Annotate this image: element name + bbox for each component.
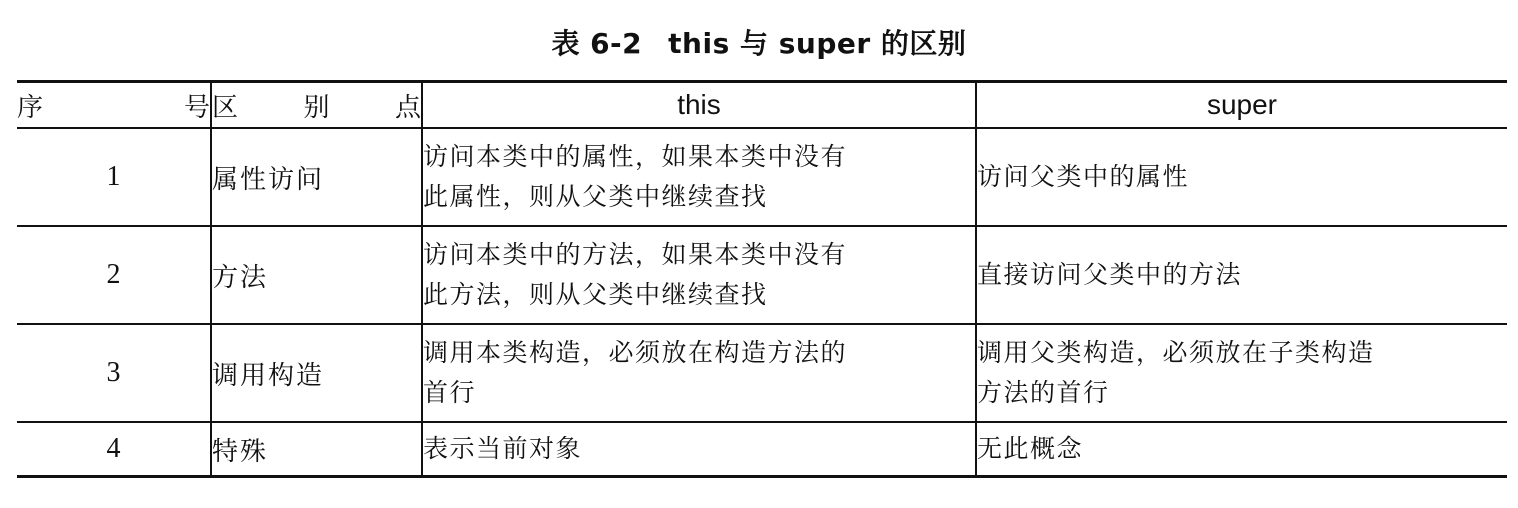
row-super-line: 方法的首行 bbox=[977, 378, 1110, 407]
row-point: 属性访问 bbox=[211, 128, 422, 226]
row-this-line: 访问本类中的属性，如果本类中没有 bbox=[423, 142, 848, 171]
row-this-line: 此方法，则从父类中继续查找 bbox=[423, 280, 768, 309]
table-row bbox=[17, 226, 1507, 324]
table-row bbox=[17, 422, 1507, 477]
row-this-line: 访问本类中的方法，如果本类中没有 bbox=[423, 240, 848, 269]
table-row bbox=[17, 324, 1507, 422]
header-diff-char: 点 bbox=[394, 92, 421, 123]
row-this bbox=[422, 128, 976, 226]
row-this-line: 调用本类构造，必须放在构造方法的 bbox=[423, 338, 848, 367]
header-diff-char: 区 bbox=[212, 92, 239, 123]
caption-number: 6-2 bbox=[590, 27, 643, 60]
table-caption bbox=[0, 26, 1518, 62]
row-this-line: 首行 bbox=[423, 378, 477, 407]
row-this-line: 表示当前对象 bbox=[423, 434, 583, 463]
row-this bbox=[422, 422, 976, 477]
header-seq-char: 号 bbox=[183, 92, 210, 123]
row-super bbox=[976, 128, 1507, 226]
row-super-line: 无此概念 bbox=[977, 434, 1084, 463]
table-row bbox=[17, 128, 1507, 226]
row-this-line: 此属性，则从父类中继续查找 bbox=[423, 182, 768, 211]
header-diff-char: 别 bbox=[303, 92, 330, 123]
row-seq: 2 bbox=[17, 226, 211, 324]
caption-title: this 与 super 的区别 bbox=[668, 27, 967, 60]
row-seq: 1 bbox=[17, 128, 211, 226]
row-super-line: 访问父类中的属性 bbox=[977, 162, 1190, 191]
row-super-line: 调用父类构造，必须放在子类构造 bbox=[977, 338, 1375, 367]
row-this bbox=[422, 226, 976, 324]
header-seq bbox=[17, 82, 211, 129]
caption-prefix: 表 bbox=[551, 27, 581, 60]
row-super bbox=[976, 226, 1507, 324]
header-super: super bbox=[976, 82, 1507, 129]
header-this: this bbox=[422, 82, 976, 129]
comparison-table bbox=[17, 80, 1507, 478]
row-point: 方法 bbox=[211, 226, 422, 324]
row-point: 特殊 bbox=[211, 422, 422, 477]
row-seq: 4 bbox=[17, 422, 211, 477]
row-this bbox=[422, 324, 976, 422]
row-super-line: 直接访问父类中的方法 bbox=[977, 260, 1243, 289]
header-row bbox=[17, 82, 1507, 129]
row-super bbox=[976, 422, 1507, 477]
row-seq: 3 bbox=[17, 324, 211, 422]
row-super bbox=[976, 324, 1507, 422]
row-point: 调用构造 bbox=[211, 324, 422, 422]
header-diff-point bbox=[211, 82, 422, 129]
header-seq-char: 序 bbox=[17, 92, 44, 123]
